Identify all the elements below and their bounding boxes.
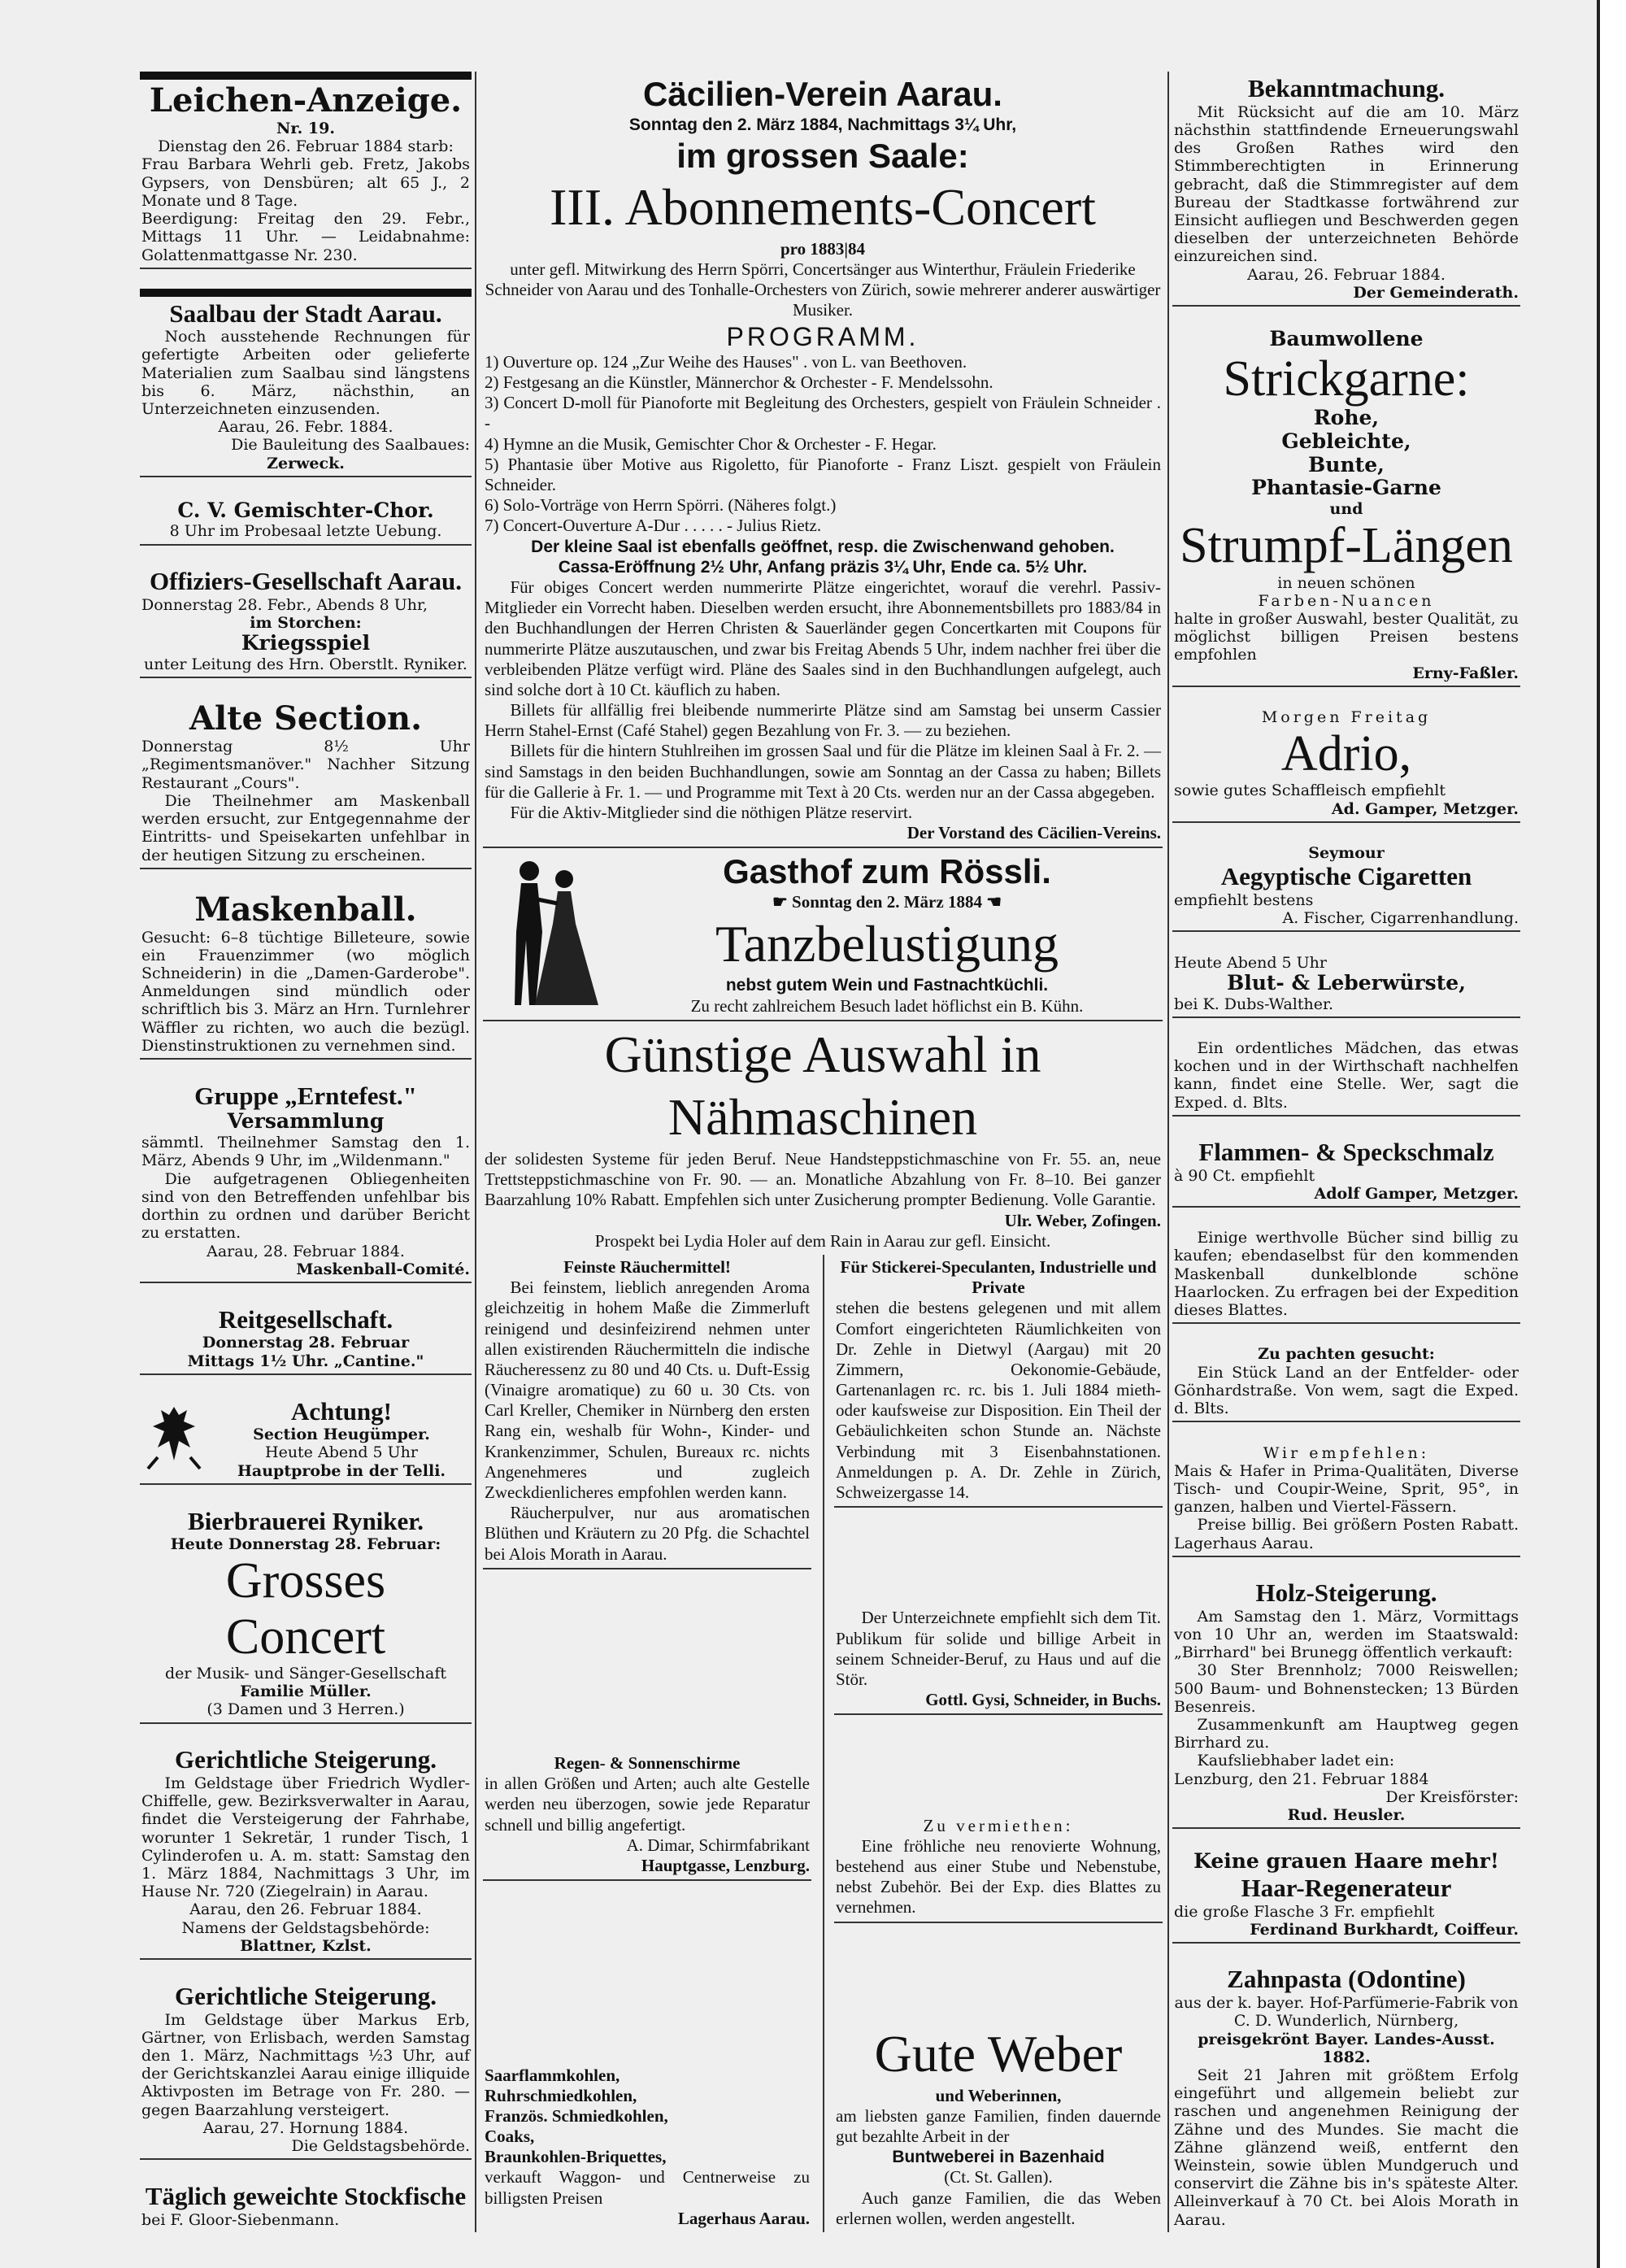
ad-text: Bei feinstem, lieblich anregenden Aroma gleichzeitig in hohem Maße die Zimmerluft reinigend und desinfeizirend nehmen unter allen existirenden Räuchermitteln die indische Räucheressenz zu 80 und 40 Cts. u. Duft-Essig (Vinaigre aromatique) zu 60 u. 30 Cts. von Carl Kreller, Chemiker in Nürnberg den ersten Rang ein, weshalb für Wohn-, Kinder- und Krankenzimmer, Schulen, Bureaux rc. nichts Angenehmeres und zugleich Zweckdienlicheres empfohlen werden kann.	[485, 1278, 810, 1502]
ad-text: Räucherpulver, nur aus aromatischen Blüthen und Kräutern zu 20 Pfg. die Schachtel bei Alois Morath in Aarau.	[485, 1503, 810, 1564]
ad-text: Aarau, 28. Februar 1884.	[207, 1242, 405, 1260]
ad-text: Billets für die hintern Stuhlreihen im grossen Saal und für die Plätze im kleinen Saal à Fr. 2. — sind Samstags in den beiden Buchhandlungen, sowie am Sonntag an der Cassa zu haben; Billets für die Gallerie à Fr. 1. — und Programme mit Text à 20 Cts. werden nur an der Cassa abgegeben.	[485, 741, 1161, 802]
ad-text: Kriegsspiel	[241, 631, 371, 655]
ad-text: Am Samstag den 1. März, Vormittags von 10 Uhr an, werden im Staatswald: „Birrhard" bei Brunegg öffentlich verkauft:	[1174, 1607, 1519, 1662]
ad-text: Aarau, 27. Hornung 1884.	[202, 2118, 409, 2137]
ad-text: Rohe,	[1313, 406, 1380, 430]
ad-heading: Zahnpasta (Odontine)	[1227, 1965, 1466, 1994]
ad-text: sämmtl. Theilnehmer Samstag den 1. März, Abends 9 Uhr, im „Wildenmann."	[141, 1134, 470, 1170]
ad-text: in neuen schönen	[1277, 573, 1415, 592]
ad-heading: Bekanntmachung.	[1247, 74, 1446, 102]
ad-text: Blut- & Leberwürste,	[1227, 970, 1466, 995]
ad-text: Mit Rücksicht auf die am 10. März nächsthin stattfindende Erneuerungswahl des Großen Rathes wird den Stimmberechtigten in Erinnerung gebracht, daß die Stimmregister auf dem Bureau der Stadtkasse fortwährend zur Einsicht aufliegen und Beschwerden gegen dieselben der unterzeichneten Behörde einzureichen sind.	[1174, 102, 1519, 266]
ad-heading: Heute Abend 5 Uhr	[1174, 953, 1327, 972]
ad-text: Blattner, Kzlst.	[240, 1936, 372, 1955]
ad-heading: Bierbrauerei Ryniker.	[188, 1506, 424, 1535]
buecher	[1172, 1226, 1520, 1324]
ad-text: Ein Stück Land an der Entfelder- oder Gönhardstraße. Von wem, sagt die Exped. d. Blts.	[1174, 1363, 1519, 1418]
ad-text: Aarau, 26. Februar 1884.	[1247, 265, 1446, 284]
ad-text: Ruhrschmiedkohlen,	[485, 2085, 637, 2105]
ad-text: Die Geldstagsbehörde.	[291, 2137, 470, 2156]
ad-heading: Saalbau der Stadt Aarau.	[169, 298, 442, 328]
ad-text: Für die Aktiv-Mitglieder sind die nöthigen Plätze reservirt.	[510, 803, 913, 823]
ad-text: Ad. Gamper, Metzger.	[1331, 799, 1519, 818]
ad-text: nebst gutem Wein und Fastnachtküchli.	[725, 976, 1049, 995]
ad-text: Haar-Regenerateur	[1241, 1874, 1452, 1903]
schneider	[834, 1605, 1163, 1715]
ad-text: Strumpf-Längen	[1180, 518, 1513, 574]
ad-text: PROGRAMM.	[726, 321, 920, 351]
adrio	[1172, 706, 1520, 823]
ad-text: (Ct. St. Gallen).	[944, 2167, 1053, 2187]
ad-text: A. Dimar, Schirmfabrikant	[626, 1835, 810, 1855]
ad-heading: Günstige Auswahl in Nähmaschinen	[604, 1025, 1041, 1147]
ad-text: sowie gutes Schaffleisch empfiehlt	[1174, 781, 1446, 800]
ad-text: Beerdigung: Freitag den 29. Febr., Mittags 11 Uhr. — Leidabnahme: Golattenmattgasse Nr. 230.	[141, 210, 470, 264]
ad-heading: Der Unterzeichnete empfiehlt sich dem Tit. Publikum für solide und billige Arbeit in seinem Schneider-Beruf, zu Haus und auf die Stör.	[836, 1608, 1161, 1690]
ad-text: à 90 Ct. empfiehlt	[1174, 1166, 1315, 1185]
ad-text: Billets für allfällig frei bleibende nummerirte Plätze sind am Samstag bei unserm Cassier Herrn Stahel-Ernst (Café Stahel) gegen Bezahlung von Fr. 3. — zu beziehen.	[485, 700, 1161, 741]
sonnenschirme	[483, 1751, 811, 1881]
ad-heading: Einige werthvolle Bücher sind billig zu kaufen; ebendaselbst für den kommenden Maskenball dunkelblonde schöne Haarlocken. Zu erfragen bei der Expedition dieses Blattes.	[1174, 1229, 1519, 1320]
ad-heading: Maskenball.	[194, 890, 417, 929]
ad-text: Kaufsliebhaber ladet ein:	[1197, 1752, 1395, 1770]
saalbau-notice	[140, 289, 472, 477]
ad-heading: Gerichtliche Steigerung.	[175, 1981, 437, 2010]
ad-text: und	[1329, 500, 1363, 519]
ad-body	[213, 1397, 470, 1480]
ad-heading: Holz-Steigerung.	[1255, 1578, 1437, 1607]
achtung-heuguemper	[140, 1395, 472, 1485]
ad-text: Farben-Nuancen	[1258, 591, 1435, 610]
leberwuerste	[1172, 951, 1520, 1018]
ad-text: bei K. Dubs-Walther.	[1174, 995, 1333, 1013]
middle-subcolumn-left	[483, 1255, 811, 2232]
ad-text: Section Heugümper.	[253, 1426, 430, 1444]
holz-steigerung	[1172, 1576, 1520, 1829]
stickerei-raeumlichkeiten	[834, 1255, 1163, 1508]
maskenball	[140, 889, 472, 1060]
ad-text: 2) Festgesang an die Künstler, Männerchor & Orchester - F. Mendelssohn.	[485, 372, 993, 393]
ad-heading: Leichen-Anzeige.	[149, 81, 463, 120]
ad-text: und Weberinnen,	[935, 2085, 1062, 2105]
ad-text: Lenzburg, den 21. Februar 1884	[1174, 1770, 1429, 1788]
ad-text: Dienstag den 26. Februar 1884 starb:	[158, 137, 454, 156]
ad-heading: Keine grauen Haare mehr!	[1193, 1849, 1499, 1874]
right-column	[1172, 72, 1520, 2232]
ad-text: Die Bauleitung des Saalbaues:	[231, 436, 470, 455]
ad-heading: Offiziers-Gesellschaft Aarau.	[150, 567, 462, 596]
ad-text: 30 Ster Brennholz; 7000 Reiswellen; 500 Baum- und Bohnenstecken; 13 Bürden Besenreis.	[1174, 1661, 1519, 1716]
strickgarne	[1172, 325, 1520, 687]
zu-pachten	[1172, 1343, 1520, 1422]
left-column	[140, 72, 472, 2232]
ad-text: unter Leitung des Hrn. Oberstlt. Ryniker.	[144, 655, 467, 674]
ad-text: Adolf Gamper, Metzger.	[1314, 1184, 1519, 1203]
ad-text: der solidesten Systeme für jeden Beruf. Neue Handsteppstichmaschine von Fr. 55. an, neue Trettsteppstichmaschine von Fr. 90. — an. Monatliche Abzahlung von Fr. 8–10. Bei ganzer Baarzahlung 10% Rabatt. Empfehlen sich unter Zusicherung prompter Bedienung. Volle Garantie.	[485, 1149, 1161, 1210]
ad-heading: Zu pachten gesucht:	[1258, 1345, 1435, 1364]
middle-subcolumn-right	[823, 1255, 1163, 2232]
ad-heading: Achtung!	[290, 1396, 392, 1426]
ad-text: Strickgarne:	[1223, 350, 1470, 407]
cigaretten	[1172, 842, 1520, 932]
ad-text: Der Kreisförster:	[1385, 1787, 1519, 1806]
ad-text: Der Gemeinderath.	[1353, 283, 1519, 302]
ad-text: Heute Abend 5 Uhr	[265, 1443, 418, 1462]
ad-text: Maskenball-Comité.	[296, 1260, 470, 1278]
haar-regenerateur	[1172, 1848, 1520, 1944]
lagerhaus-mais	[1172, 1442, 1520, 1557]
ad-text: pro 1883|84	[780, 238, 865, 259]
bekanntmachung	[1172, 72, 1520, 307]
ad-text: Heute Donnerstag 28. Februar:	[170, 1535, 441, 1554]
ad-heading: Reitgesellschaft.	[218, 1304, 393, 1334]
ad-heading: Zu vermiethen:	[923, 1815, 1074, 1835]
ad-text: aus der k. bayer. Hof-Parfümerie-Fabrik von C. D. Wunderlich, Nürnberg,	[1174, 1994, 1519, 2031]
middle-subcolumns	[483, 1255, 1163, 2232]
kohlen	[483, 2063, 811, 2233]
ad-text: Zu recht zahlreichem Besuch ladet höflichst ein B. Kühn.	[690, 995, 1084, 1016]
ad-text: Cassa-Eröffnung 2½ Uhr, Anfang präzis 3¼ Uhr, Ende ca. 5½ Uhr.	[558, 557, 1088, 577]
ad-text: Noch ausstehende Rechnungen für gefertigte Arbeiten oder gelieferte Materialien zum Saalbau sind längstens bis 6. März, nächsthin, an Unterzeichneten einzusenden.	[141, 328, 470, 419]
ad-heading: C. V. Gemischter-Chor.	[177, 498, 434, 522]
ad-text: 6) Solo-Vorträge von Herrn Spörri. (Näheres folgt.)	[485, 495, 837, 516]
ad-text: 8 Uhr im Probesaal letzte Uebung.	[169, 522, 442, 541]
ad-text: Die Theilnehmer am Maskenball werden ersucht, zur Entgegennahme der Eintritts- und Speisekarten unfehlbar in der heutigen Sitzung zu erscheinen.	[141, 791, 470, 864]
zahnpasta	[1172, 1962, 1520, 2231]
ad-text: Zusammenkunft am Hauptweg gegen Birrhard zu.	[1174, 1715, 1519, 1752]
auction-erb	[140, 1979, 472, 2160]
ad-text: bei F. Gloor-Siebenmann.	[141, 2210, 340, 2229]
ad-text: Donnerstag 28. Februar	[202, 1334, 410, 1352]
reitgesellschaft	[140, 1303, 472, 1375]
ad-text: 3) Concert D-moll für Pianoforte mit Begleitung des Orchesters, gespielt von Fräulein Schneider . -	[485, 393, 1161, 433]
ad-text: Prospekt bei Lydia Holer auf dem Rain in Aarau zur gefl. Einsicht.	[594, 1230, 1051, 1251]
ad-text: Aarau, 26. Febr. 1884.	[218, 418, 393, 437]
ad-text: Französ. Schmiedkohlen,	[485, 2105, 668, 2126]
ad-text: Gebleichte,	[1281, 429, 1411, 453]
ad-text: A. Fischer, Cigarrenhandlung.	[1282, 909, 1519, 928]
ad-body	[613, 851, 1161, 1016]
ad-heading: Alte Section.	[189, 699, 423, 738]
ad-text: empfiehlt bestens	[1174, 890, 1314, 909]
ad-heading: Morgen Freitag	[1261, 708, 1432, 727]
ad-text: III. Abonnements-Concert	[550, 177, 1096, 236]
ad-text: Gesucht: 6–8 tüchtige Billeteure, sowie ein Frauenzimmer (wo möglich Schneiderin) in die „Damen-Garderobe". Anmeldungen sind mündlich oder schriftlich bis 3. März an Hrn. Turnlehrer Wäffler zu richten, wo auch die bezügl. Dienstinstruktionen zu vernehmen sind.	[141, 928, 470, 1055]
ad-text: 1) Ouverture op. 124 „Zur Weihe des Hauses" . von L. van Beethoven.	[485, 351, 967, 372]
ad-text: 5) Phantasie über Motive aus Rigoletto, für Pianoforte - Franz Liszt. gespielt von Fräulein Schneider.	[485, 454, 1161, 495]
ad-text: Aarau, den 26. Februar 1884.	[189, 1900, 422, 1919]
ad-text: Versammlung	[227, 1109, 385, 1134]
ad-text: Grosses Concert	[225, 1553, 386, 1665]
middle-column	[483, 72, 1163, 2232]
zu-vermiethen	[834, 1813, 1163, 1923]
ad-text: Auch ganze Familien, die das Weben erlernen wollen, werden angestellt.	[836, 2187, 1161, 2228]
maedchen-gesucht	[1172, 1037, 1520, 1117]
ad-text: der Musik- und Sänger-Gesellschaft	[164, 1664, 447, 1682]
naehmaschinen	[483, 1021, 1163, 1255]
bierbrauerei-ryniker	[140, 1504, 472, 1724]
gasthof-roessli	[483, 848, 1163, 1021]
ad-heading: Täglich geweichte Stockfische	[145, 2182, 467, 2211]
speckschmalz	[1172, 1135, 1520, 1208]
ad-text: Die aufgetragenen Obliegenheiten sind von den Betreffenden unfehlbar bis dorthin zu ordnen und darüber Bericht zu erstatten.	[141, 1169, 470, 1243]
ad-text: 7) Concert-Ouverture A-Dur . . . . . - Julius Rietz.	[485, 516, 822, 536]
ad-text: Lagerhaus Aarau.	[677, 2208, 810, 2228]
ad-text: Aegyptische Cigaretten	[1220, 862, 1472, 891]
ad-text: ☛ Sonntag den 2. März 1884 ☚	[772, 892, 1002, 912]
alte-section	[140, 698, 472, 869]
ad-text: Adrio,	[1280, 726, 1412, 782]
ad-text: (3 Damen und 3 Herren.)	[207, 1700, 405, 1719]
devil-illustration-icon	[141, 1400, 207, 1477]
ad-text: in allen Größen und Arten; auch alte Gestelle werden neu überzogen, sowie jede Reparatur schnell und billig angefertigt.	[485, 1774, 810, 1835]
ad-text: Eine fröhliche neu renovierte Wohnung, bestehend aus einer Stube und Nebenstube, nebst Zubehör. Bei der Exp. dies Blattes zu vernehmen.	[836, 1835, 1161, 1918]
ad-text: Tanzbelustigung	[715, 914, 1059, 973]
column-rule	[1167, 72, 1169, 2232]
raeuchermittel	[483, 1255, 811, 1569]
ad-heading: Gute Weber	[874, 2024, 1123, 2083]
choir-notice	[140, 497, 472, 546]
ad-text: Im Geldstage über Friedrich Wydler-Chiffelle, gew. Bezirksverwalter in Aarau, findet die Versteigerung der Fahrhabe, worunter 1 Sekretär, 1 runder Tisch, 1 Cylinderofen u. A. m. statt: Samstag den 1. März 1884, Nachmittags 3 Uhr, im Hause Nr. 720 (Ziegelrain) in Aarau.	[141, 1774, 470, 1901]
ad-text: Mittags 1½ Uhr. „Cantine."	[187, 1352, 424, 1370]
ad-heading: Ein ordentliches Mädchen, das etwas kochen und in der Wirthschaft nachhelfen kann, findet eine Stelle. Wer, sagt die Exped. d. Blts.	[1174, 1038, 1519, 1112]
ad-text: Buntweberei in Bazenhaid	[892, 2148, 1105, 2167]
ad-heading: Cäcilien-Verein Aarau.	[643, 75, 1002, 113]
ad-text: Namens der Geldstagsbehörde:	[181, 1918, 430, 1937]
ad-text: Nr. 19.	[276, 120, 335, 137]
ad-heading: Wir empfehlen:	[1263, 1443, 1430, 1462]
ad-text: Erny-Faßler.	[1412, 664, 1519, 682]
ad-text: Donnerstag 28. Febr., Abends 8 Uhr,	[141, 596, 428, 615]
auction-wydler	[140, 1743, 472, 1960]
weber-gesucht	[834, 2021, 1163, 2232]
ad-text: Seit 21 Jahren mit größtem Erfolg eingeführt und allgemein beliebt zur raschen und angenehmen Reinigung der Zähne und des Mundes. Sie macht die Zähne glänzend weiß, entfernt den Weinstein, sowie üblen Mundgeruch und conservirt die Zähne bis in's späteste Alter. Alleinverkauf à 70 Ct. bei Alois Morath in Aarau.	[1174, 2066, 1519, 2229]
dancers-illustration-icon	[485, 851, 606, 1016]
ad-text: Hauptprobe in der Telli.	[237, 1461, 446, 1480]
ad-text: im Storchen:	[250, 614, 362, 633]
funeral-notice	[140, 72, 472, 269]
ad-text: Preise billig. Bei größern Posten Rabatt. Lagerhaus Aarau.	[1174, 1516, 1519, 1552]
stockfische	[140, 2179, 472, 2232]
ad-text: Für obiges Concert werden nummerirte Plätze eingerichtet, worauf die verehrl. Passiv-Mitglieder ein Vorrecht haben. Dieselben werden ersucht, ihre Abonnementsbillets pro 1883/84 in den Buchhandlungen der Herren Christen & Sauerländer gegen Concertkarten mit Coupons für nummerirte Plätze auszutauschen, und zwar bis Freitag Abends 5 Uhr, indem nachher frei über die verbleibenden Plätze verfügt wird. Pläne des Saales sind in den Buchhandlungen aufgelegt, auch sind solche dort à 10 Ct. käuflich zu haben.	[485, 577, 1161, 699]
ad-text: die große Flasche 3 Fr. empfiehlt	[1174, 1902, 1435, 1921]
ad-text: Familie Müller.	[240, 1682, 372, 1701]
ad-text: preisgekrönt Bayer. Landes-Ausst. 1882.	[1198, 2030, 1495, 2066]
ad-text: Hauptgasse, Lenzburg.	[641, 1856, 810, 1875]
ad-text: unter gefl. Mitwirkung des Herrn Spörri, Concertsänger aus Winterthur, Fräulein Friederike Schneider von Aarau und des Tonhalle-Orchesters von Zürich, sowie mehrerer anderer auswärtiger Musiker.	[485, 259, 1161, 320]
caecilien-verein-concert	[483, 72, 1163, 848]
ad-heading: Regen- & Sonnenschirme	[554, 1753, 741, 1774]
ad-text: Donnerstag 8½ Uhr „Regimentsmanöver." Nachher Sitzung Restaurant „Cours".	[141, 738, 470, 792]
ad-text: Braunkohlen-Briquettes,	[485, 2147, 667, 2167]
ad-text: im grossen Saale:	[676, 136, 969, 175]
ad-text: halte in großer Auswahl, bester Qualität, zu möglichst billigen Preisen bestens empfohlen	[1174, 610, 1519, 664]
ad-text: Ulr. Weber, Zofingen.	[1004, 1210, 1161, 1230]
ad-text: verkauft Waggon- und Centnerweise zu billigsten Preisen	[485, 2167, 810, 2208]
ad-text: am liebsten ganze Familien, finden dauernde gut bezahlte Arbeit in der	[836, 2105, 1161, 2147]
page-edge	[1597, 0, 1626, 2268]
ad-heading: Für Stickerei-Speculanten, Industrielle und Private	[840, 1256, 1157, 1298]
ad-heading: Saarflammkohlen,	[485, 2065, 620, 2085]
ad-text: Zerweck.	[267, 454, 345, 472]
ad-text: Coaks,	[485, 2127, 535, 2147]
ad-text: Frau Barbara Wehrli geb. Fretz, Jakobs Gypsers, von Densbüren; alt 65 J., 2 Monate und 8 Tage.	[141, 155, 470, 210]
ad-heading: Gasthof zum Rössli.	[723, 852, 1051, 891]
officers-society	[140, 564, 472, 678]
ad-text: Sonntag den 2. März 1884, Nachmittags 3¼ Uhr,	[628, 115, 1017, 135]
ad-heading: Baumwollene	[1269, 327, 1424, 351]
ad-text: Mais & Hafer in Prima-Qualitäten, Diverse Tisch- und Coupir-Weine, Sprit, 95°, in ganzen, halben und Viertel-Fässern.	[1174, 1461, 1519, 1517]
ad-text: Ferdinand Burkhardt, Coiffeur.	[1250, 1921, 1519, 1939]
ad-heading: Seymour	[1308, 844, 1385, 863]
column-rule	[475, 72, 476, 2232]
ad-text: Gottl. Gysi, Schneider, in Buchs.	[925, 1690, 1161, 1710]
ad-text: 4) Hymne an die Musik, Gemischter Chor & Orchester - F. Hegar.	[485, 433, 937, 454]
ad-text: Phantasie-Garne	[1251, 476, 1441, 500]
ad-heading: Feinste Räuchermittel!	[563, 1256, 731, 1277]
ad-text: Der Vorstand des Cäcilien-Vereins.	[906, 823, 1161, 843]
ad-text: Der kleine Saal ist ebenfalls geöffnet, resp. die Zwischenwand gehoben.	[531, 537, 1115, 556]
ad-heading: Gruppe „Erntefest."	[194, 1081, 417, 1110]
middle-top	[483, 72, 1163, 1255]
ad-heading: Gerichtliche Steigerung.	[175, 1745, 437, 1774]
ad-text: Bunte,	[1308, 452, 1385, 477]
ad-text: Rud. Heusler.	[1287, 1806, 1406, 1825]
ad-heading: Flammen- & Speckschmalz	[1198, 1137, 1494, 1166]
ad-text: stehen die bestens gelegenen und mit allem Comfort eingerichteten Räumlichkeiten von Dr. Zehle in Dietwyl (Aargau) mit 20 Zimmern, Oekonomie-Gebäude, Gartenanlagen rc. rc. bis 1. Juli 1884 mieth- oder kaufsweise zur Disposition. Ein Theil der Gebäulichkeiten schon Stunde an. Nächste Verbindung mit 3 Eisenbahnstationen. Anmeldungen p. A. Dr. Zehle in Zürich, Schweizergasse 14.	[836, 1298, 1161, 1502]
ad-text: Im Geldstage über Markus Erb, Gärtner, von Erlisbach, werden Samstag den 1. März, Nachmittags ½3 Uhr, auf der Gerichtskanzlei Aarau einige illiquide Aktivposten im Betrage von Fr. 280. — gegen Baarzahlung versteigert.	[141, 2010, 470, 2119]
gruppe-erntefest	[140, 1079, 472, 1283]
